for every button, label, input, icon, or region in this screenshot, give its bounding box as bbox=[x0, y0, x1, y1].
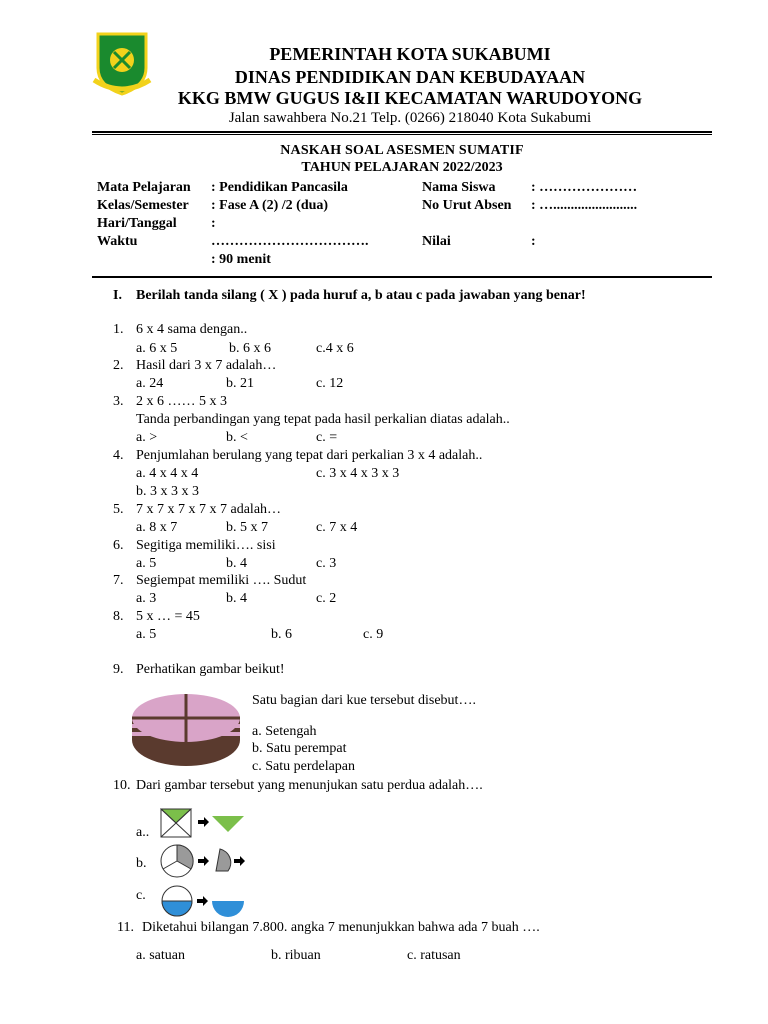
header-department: DINAS PENDIDIKAN DAN KEBUDAYAAN bbox=[234, 67, 586, 87]
q8-text: 5 x … = 45 bbox=[136, 609, 200, 624]
q11-text: Diketahui bilangan 7.800. angka 7 menunjukkan bahwa ada 7 buah …. bbox=[142, 920, 540, 935]
cake-image bbox=[130, 690, 242, 772]
header-divider bbox=[92, 131, 712, 133]
q6-number: 6. bbox=[113, 538, 124, 553]
section-instruction: Berilah tanda silang ( X ) pada huruf a, b atau c pada jawaban yang benar! bbox=[136, 288, 586, 303]
q6-option-a: a. 5 bbox=[136, 556, 157, 571]
q7-text: Segiempat memiliki …. Sudut bbox=[136, 573, 307, 588]
q3-number: 3. bbox=[113, 394, 124, 409]
q5-number: 5. bbox=[113, 502, 124, 517]
q7-number: 7. bbox=[113, 573, 124, 588]
label-time: Waktu bbox=[97, 234, 138, 249]
q6-text: Segitiga memiliki…. sisi bbox=[136, 538, 276, 553]
label-student-name: Nama Siswa bbox=[422, 180, 496, 195]
value-class: : Fase A (2) /2 (dua) bbox=[211, 198, 329, 213]
q11-option-a: a. satuan bbox=[136, 948, 185, 963]
q2-option-a: a. 24 bbox=[136, 376, 164, 391]
q10-option-c: c. bbox=[136, 888, 146, 903]
q10-option-b: b. bbox=[136, 856, 147, 871]
header-divider-thin bbox=[92, 134, 712, 135]
q4-option-b: b. 3 x 3 x 3 bbox=[136, 484, 199, 499]
q5-option-c: c. 7 x 4 bbox=[316, 520, 358, 535]
q6-option-b: b. 4 bbox=[226, 556, 247, 571]
q10-figure-b bbox=[160, 843, 250, 879]
q8-option-b: b. 6 bbox=[271, 627, 292, 642]
q3-option-b: b. < bbox=[226, 430, 248, 445]
q3-option-c: c. = bbox=[316, 430, 338, 445]
q4-option-a: a. 4 x 4 x 4 bbox=[136, 466, 199, 481]
q9-prompt: Satu bagian dari kue tersebut disebut…. bbox=[252, 693, 476, 708]
q9-number: 9. bbox=[113, 662, 124, 677]
q3-text-2: Tanda perbandingan yang tepat pada hasil perkalian diatas adalah.. bbox=[136, 412, 510, 427]
q2-option-c: c. 12 bbox=[316, 376, 344, 391]
document-title: NASKAH SOAL ASESMEN SUMATIF bbox=[280, 143, 524, 158]
q9-option-a: a. Setengah bbox=[252, 724, 317, 739]
section-number: I. bbox=[113, 288, 122, 303]
value-score: : bbox=[531, 234, 536, 249]
q1-option-a: a. 6 x 5 bbox=[136, 341, 178, 356]
q1-text: 6 x 4 sama dengan.. bbox=[136, 322, 248, 337]
value-student-name: : ………………… bbox=[531, 180, 638, 195]
q3-option-a: a. > bbox=[136, 430, 158, 445]
q10-figure-c bbox=[160, 884, 250, 918]
q4-option-c: c. 3 x 4 x 3 x 3 bbox=[316, 466, 400, 481]
q1-option-c: c.4 x 6 bbox=[316, 341, 354, 356]
q11-option-b: b. ribuan bbox=[271, 948, 321, 963]
value-subject: : Pendidikan Pancasila bbox=[211, 180, 348, 195]
q4-number: 4. bbox=[113, 448, 124, 463]
q5-option-a: a. 8 x 7 bbox=[136, 520, 178, 535]
q8-option-c: c. 9 bbox=[363, 627, 384, 642]
info-divider bbox=[92, 276, 712, 278]
header-address: Jalan sawahbera No.21 Telp. (0266) 218040 Kota Sukabumi bbox=[228, 110, 592, 126]
q11-number: 11. bbox=[117, 920, 134, 935]
q2-option-b: b. 21 bbox=[226, 376, 254, 391]
q7-option-c: c. 2 bbox=[316, 591, 337, 606]
q6-option-c: c. 3 bbox=[316, 556, 337, 571]
q10-text: Dari gambar tersebut yang menunjukan satu perdua adalah…. bbox=[136, 778, 483, 793]
value-time-minutes: : 90 menit bbox=[211, 252, 271, 267]
q10-option-a: a.. bbox=[136, 825, 150, 840]
header-government: PEMERINTAH KOTA SUKABUMI bbox=[269, 44, 551, 64]
q9-option-b: b. Satu perempat bbox=[252, 741, 347, 756]
q7-option-b: b. 4 bbox=[226, 591, 247, 606]
q1-number: 1. bbox=[113, 322, 124, 337]
q11-option-c: c. ratusan bbox=[407, 948, 461, 963]
label-class: Kelas/Semester bbox=[97, 198, 189, 213]
label-score: Nilai bbox=[422, 234, 451, 249]
document-year: TAHUN PELAJARAN 2022/2023 bbox=[301, 160, 503, 175]
q4-text: Penjumlahan berulang yang tepat dari perkalian 3 x 4 adalah.. bbox=[136, 448, 483, 463]
value-absen: : …........................ bbox=[531, 198, 638, 213]
q7-option-a: a. 3 bbox=[136, 591, 157, 606]
q1-option-b: b. 6 x 6 bbox=[229, 341, 271, 356]
q2-number: 2. bbox=[113, 358, 124, 373]
q9-text: Perhatikan gambar beikut! bbox=[136, 662, 285, 677]
q8-number: 8. bbox=[113, 609, 124, 624]
q10-figure-a bbox=[160, 808, 250, 838]
header-kkg: KKG BMW GUGUS I&II KECAMATAN WARUDOYONG bbox=[177, 88, 643, 108]
label-subject: Mata Pelajaran bbox=[97, 180, 191, 195]
label-date: Hari/Tanggal bbox=[97, 216, 177, 231]
q3-text: 2 x 6 …… 5 x 3 bbox=[136, 394, 227, 409]
value-date: : bbox=[211, 216, 216, 231]
value-time-dots: ……………………………. bbox=[211, 234, 369, 249]
q5-option-b: b. 5 x 7 bbox=[226, 520, 268, 535]
q10-number: 10. bbox=[113, 778, 131, 793]
q9-option-c: c. Satu perdelapan bbox=[252, 759, 356, 774]
q8-option-a: a. 5 bbox=[136, 627, 157, 642]
city-emblem-logo bbox=[92, 30, 152, 96]
label-absen: No Urut Absen bbox=[422, 198, 512, 213]
q2-text: Hasil dari 3 x 7 adalah… bbox=[136, 358, 277, 373]
q5-text: 7 x 7 x 7 x 7 x 7 adalah… bbox=[136, 502, 282, 517]
